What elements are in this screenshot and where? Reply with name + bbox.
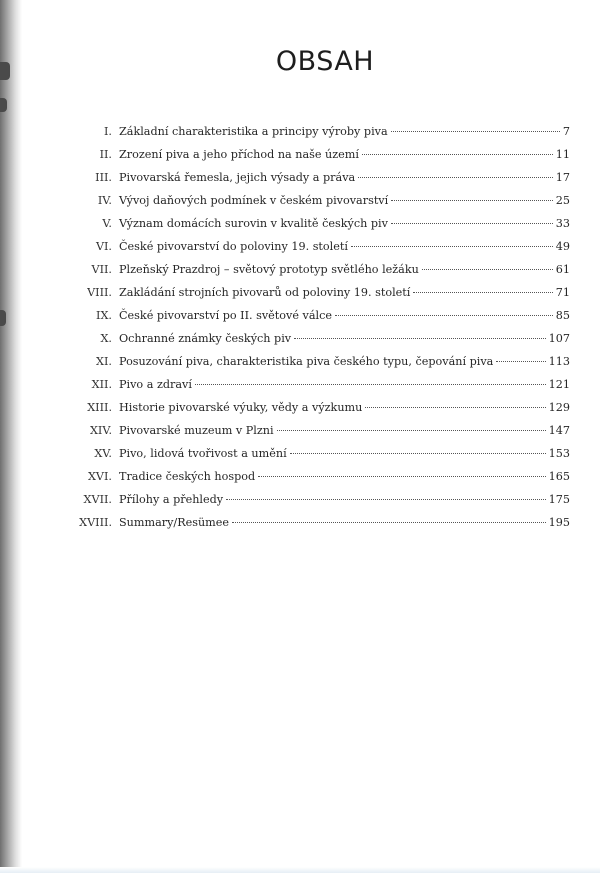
chapter-number: IV.: [97, 194, 112, 207]
dot-leader: [391, 200, 553, 201]
dot-leader: [496, 361, 545, 362]
toc-entry: [70, 327, 570, 350]
page-number: 61: [555, 263, 570, 276]
page-number: 121: [548, 378, 570, 391]
dot-leader: [422, 269, 553, 270]
page-number: 85: [555, 309, 570, 322]
chapter-number: XII.: [91, 378, 112, 391]
chapter-number: VI.: [95, 240, 112, 253]
toc-entry: [70, 304, 570, 327]
page-number: 25: [555, 194, 570, 207]
chapter-title: Pivovarská řemesla, jejich výsady a práva: [119, 171, 356, 184]
toc-entry: [70, 281, 570, 304]
chapter-number: X.: [100, 332, 112, 345]
toc-entry: [70, 212, 570, 235]
page-number: 33: [555, 217, 570, 230]
chapter-title: Pivo a zdraví: [119, 378, 192, 391]
chapter-number: I.: [104, 125, 112, 138]
toc-entry: [70, 143, 570, 166]
toc-entry: [70, 396, 570, 419]
toc-entry: [70, 350, 570, 373]
chapter-title: Pivovarské muzeum v Plzni: [119, 424, 274, 437]
binding-mark: [0, 98, 7, 112]
page-number: 113: [548, 355, 570, 368]
chapter-number: XVII.: [83, 493, 112, 506]
page-number: 107: [548, 332, 570, 345]
chapter-number: VII.: [91, 263, 112, 276]
toc-entry: [70, 258, 570, 281]
page-number: 153: [548, 447, 570, 460]
table-of-contents: [70, 120, 570, 534]
dot-leader: [362, 154, 553, 155]
toc-entry: [70, 373, 570, 396]
chapter-title: Zrození piva a jeho příchod na naše území: [119, 148, 359, 161]
chapter-title: Tradice českých hospod: [119, 470, 256, 483]
chapter-title: Pivo, lidová tvořivost a umění: [119, 447, 287, 460]
page-number: 71: [555, 286, 570, 299]
toc-entry: [70, 189, 570, 212]
dot-leader: [351, 246, 553, 247]
toc-entry: [70, 488, 570, 511]
dot-leader: [290, 453, 546, 454]
page-number: 129: [548, 401, 570, 414]
chapter-number: XVI.: [87, 470, 112, 483]
dot-leader: [258, 476, 545, 477]
chapter-number: V.: [102, 217, 112, 230]
dot-leader: [232, 522, 546, 523]
page-number: 7: [562, 125, 570, 138]
toc-entry: [70, 235, 570, 258]
page-binding-edge: [0, 0, 22, 873]
chapter-number: XIV.: [89, 424, 112, 437]
chapter-title: Summary/Resümee: [119, 516, 230, 529]
toc-entry: [70, 442, 570, 465]
dot-leader: [226, 499, 546, 500]
chapter-number: XV.: [94, 447, 112, 460]
toc-entry: [70, 120, 570, 143]
toc-entry: [70, 465, 570, 488]
dot-leader: [195, 384, 546, 385]
chapter-title: Ochranné známky českých piv: [119, 332, 292, 345]
page-number: 17: [555, 171, 570, 184]
dot-leader: [294, 338, 546, 339]
chapter-number: XVIII.: [79, 516, 112, 529]
toc-entry: [70, 511, 570, 534]
chapter-title: Posuzování piva, charakteristika piva českého typu, čepování piva: [119, 355, 494, 368]
page-number: 147: [548, 424, 570, 437]
binding-mark: [0, 310, 6, 326]
page-number: 195: [548, 516, 570, 529]
chapter-number: XI.: [96, 355, 112, 368]
dot-leader: [358, 177, 553, 178]
chapter-title: Význam domácích surovin v kvalitě českých piv: [119, 217, 388, 230]
dot-leader: [391, 131, 560, 132]
chapter-number: IX.: [96, 309, 112, 322]
chapter-number: II.: [99, 148, 112, 161]
page-title: OBSAH: [275, 46, 375, 77]
chapter-title: České pivovarství po II. světové válce: [119, 309, 332, 322]
chapter-title: České pivovarství do poloviny 19. století: [119, 240, 348, 253]
page-number: 11: [555, 148, 570, 161]
dot-leader: [335, 315, 553, 316]
chapter-title: Přílohy a přehledy: [119, 493, 224, 506]
chapter-title: Plzeňský Prazdroj – světový prototyp světlého ležáku: [119, 263, 419, 276]
chapter-title: Vývoj daňových podmínek v českém pivovarství: [119, 194, 389, 207]
chapter-number: VIII.: [87, 286, 112, 299]
dot-leader: [365, 407, 545, 408]
chapter-number: XIII.: [87, 401, 112, 414]
chapter-title: Základní charakteristika a principy výroby piva: [119, 125, 388, 138]
page-number: 175: [548, 493, 570, 506]
toc-entry: [70, 166, 570, 189]
page-number: 49: [555, 240, 570, 253]
dot-leader: [277, 430, 546, 431]
dot-leader: [413, 292, 552, 293]
dot-leader: [391, 223, 553, 224]
chapter-title: Historie pivovarské výuky, vědy a výzkumu: [119, 401, 363, 414]
chapter-title: Zakládání strojních pivovarů od poloviny 19. století: [119, 286, 411, 299]
toc-entry: [70, 419, 570, 442]
page-number: 165: [548, 470, 570, 483]
page-bottom-edge: [0, 867, 600, 873]
chapter-number: III.: [95, 171, 112, 184]
